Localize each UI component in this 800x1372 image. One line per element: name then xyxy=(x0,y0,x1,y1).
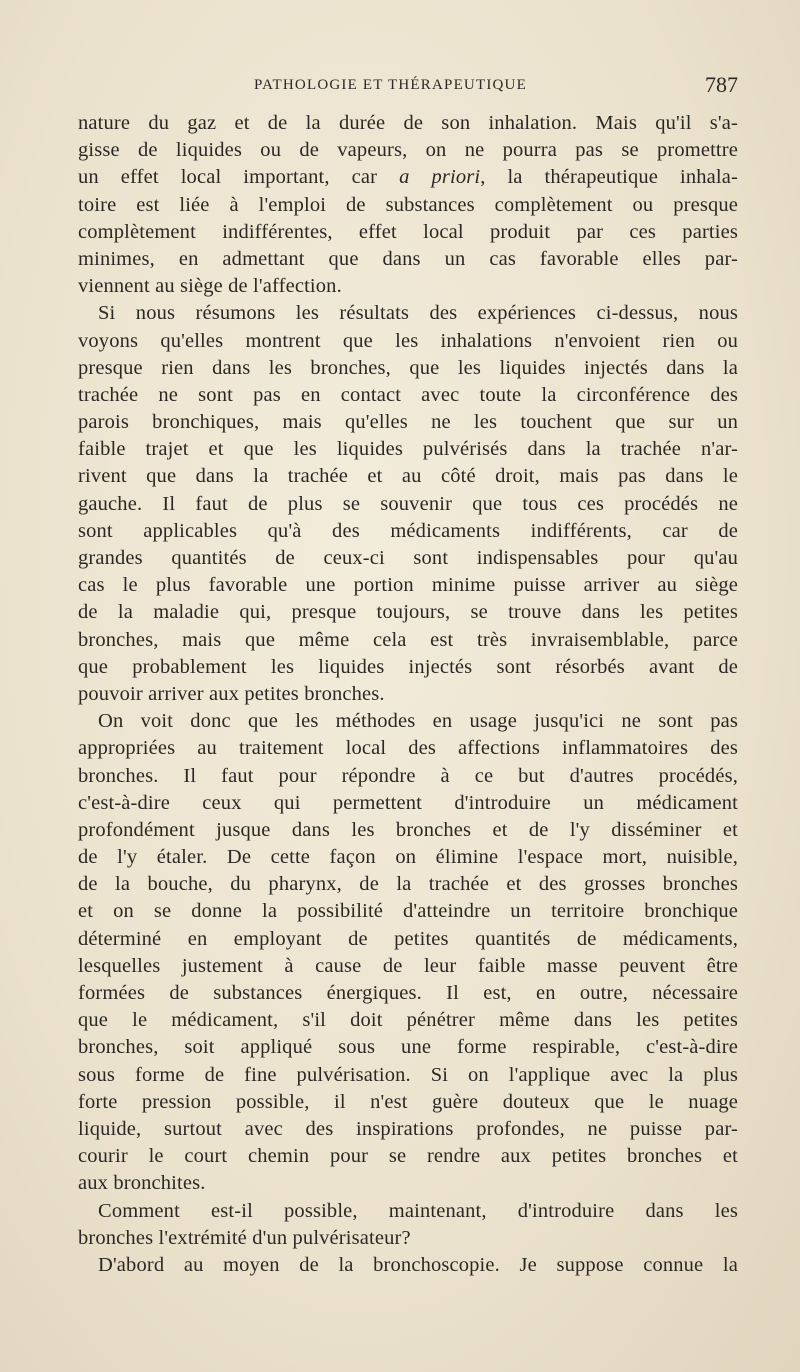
text-line: parois bronchiques, mais qu'elles ne les touchent que sur un xyxy=(78,411,738,434)
paragraph-start-line: Si nous résumons les résultats des expériences ci-dessus, nous xyxy=(98,302,738,325)
text-line: formées de substances énergiques. Il est, en outre, nécessaire xyxy=(78,982,738,1004)
text-line: pouvoir arriver aux petites bronches. xyxy=(78,682,385,705)
paragraph-start-line: D'abord au moyen de la bronchoscopie. Je suppose connue la xyxy=(98,1253,738,1276)
text-line: voyons qu'elles montrent que les inhalations n'envoient rien ou xyxy=(78,329,738,352)
text-line: trachée ne sont pas en contact avec toute la circonférence des xyxy=(78,383,738,406)
page-number: 787 xyxy=(705,72,738,97)
text-line: minimes, en admettant que dans un cas favorable elles par- xyxy=(78,247,738,270)
text-line: rivent que dans la trachée et au côté droit, mais pas dans le xyxy=(78,465,738,488)
text-line: complètement indifférentes, effet local produit par ces parties xyxy=(78,220,738,243)
text-line: forte pression possible, il n'est guère douteux que le nuage xyxy=(78,1090,738,1113)
text-line: sous forme de fine pulvérisation. Si on l'applique avec la plus xyxy=(78,1063,738,1086)
text-line: faible trajet et que les liquides pulvérisés dans la trachée n'ar- xyxy=(78,438,738,461)
text-line: que le médicament, s'il doit pénétrer même dans les petites xyxy=(78,1009,738,1032)
text-line: liquide, surtout avec des inspirations profondes, ne puisse par- xyxy=(78,1117,738,1140)
text-line: de l'y étaler. De cette façon on élimine l'espace mort, nuisible, xyxy=(78,846,738,869)
running-head xyxy=(78,72,738,102)
text-line: viennent au siège de l'affection. xyxy=(78,275,342,298)
text-line: que probablement les liquides injectés sont résorbés avant de xyxy=(78,655,738,678)
text-line: bronches. Il faut pour répondre à ce but d'autres procédés, xyxy=(78,764,738,787)
text-line: déterminé en employant de petites quantités de médicaments, xyxy=(78,927,738,950)
text-line: grandes quantités de ceux-ci sont indispensables pour qu'au xyxy=(78,547,738,569)
text-line: nature du gaz et de la durée de son inhalation. Mais qu'il s'a- xyxy=(78,112,738,134)
text-line: de la maladie qui, presque toujours, se trouve dans les petites xyxy=(78,601,738,624)
body-text xyxy=(78,110,738,1279)
italic-phrase: a priori xyxy=(399,166,481,189)
text-line: bronches, soit appliqué sous une forme respirable, c'est-à-dire xyxy=(78,1036,738,1059)
paragraph-start-line: Comment est-il possible, maintenant, d'introduire dans les xyxy=(98,1199,738,1222)
text-line: sont applicables qu'à des médicaments indifférents, car de xyxy=(78,519,738,542)
text-line: appropriées au traitement local des affections inflammatoires des xyxy=(78,737,738,760)
text-line: bronches, mais que même cela est très invraisemblable, parce xyxy=(78,628,738,651)
text-line: de la bouche, du pharynx, de la trachée et des grosses bronches xyxy=(78,873,738,896)
text-line: un effet local important, car a priori, la thérapeutique inhala- xyxy=(78,166,738,189)
paragraph-start-line: On voit donc que les méthodes en usage jusqu'ici ne sont pas xyxy=(98,710,738,733)
text-line: lesquelles justement à cause de leur faible masse peuvent être xyxy=(78,954,738,977)
text-line: presque rien dans les bronches, que les liquides injectés dans la xyxy=(78,356,738,379)
text-line: et on se donne la possibilité d'atteindre un territoire bronchique xyxy=(78,900,738,923)
text-line: courir le court chemin pour se rendre aux petites bronches et xyxy=(78,1145,738,1168)
text-line: cas le plus favorable une portion minime puisse arriver au siège xyxy=(78,574,738,597)
text-line: toire est liée à l'emploi de substances complètement ou presque xyxy=(78,193,738,216)
text-line: c'est-à-dire ceux qui permettent d'introduire un médicament xyxy=(78,791,738,814)
text-line: gisse de liquides ou de vapeurs, on ne pourra pas se promettre xyxy=(78,139,738,162)
text-line: bronches l'extrémité d'un pulvérisateur? xyxy=(78,1226,411,1249)
text-line: profondément jusque dans les bronches et de l'y disséminer et xyxy=(78,818,738,841)
running-title: PATHOLOGIE ET THÉRAPEUTIQUE xyxy=(254,77,527,93)
text-line: gauche. Il faut de plus se souvenir que tous ces procédés ne xyxy=(78,492,738,515)
text-line: aux bronchites. xyxy=(78,1172,206,1195)
